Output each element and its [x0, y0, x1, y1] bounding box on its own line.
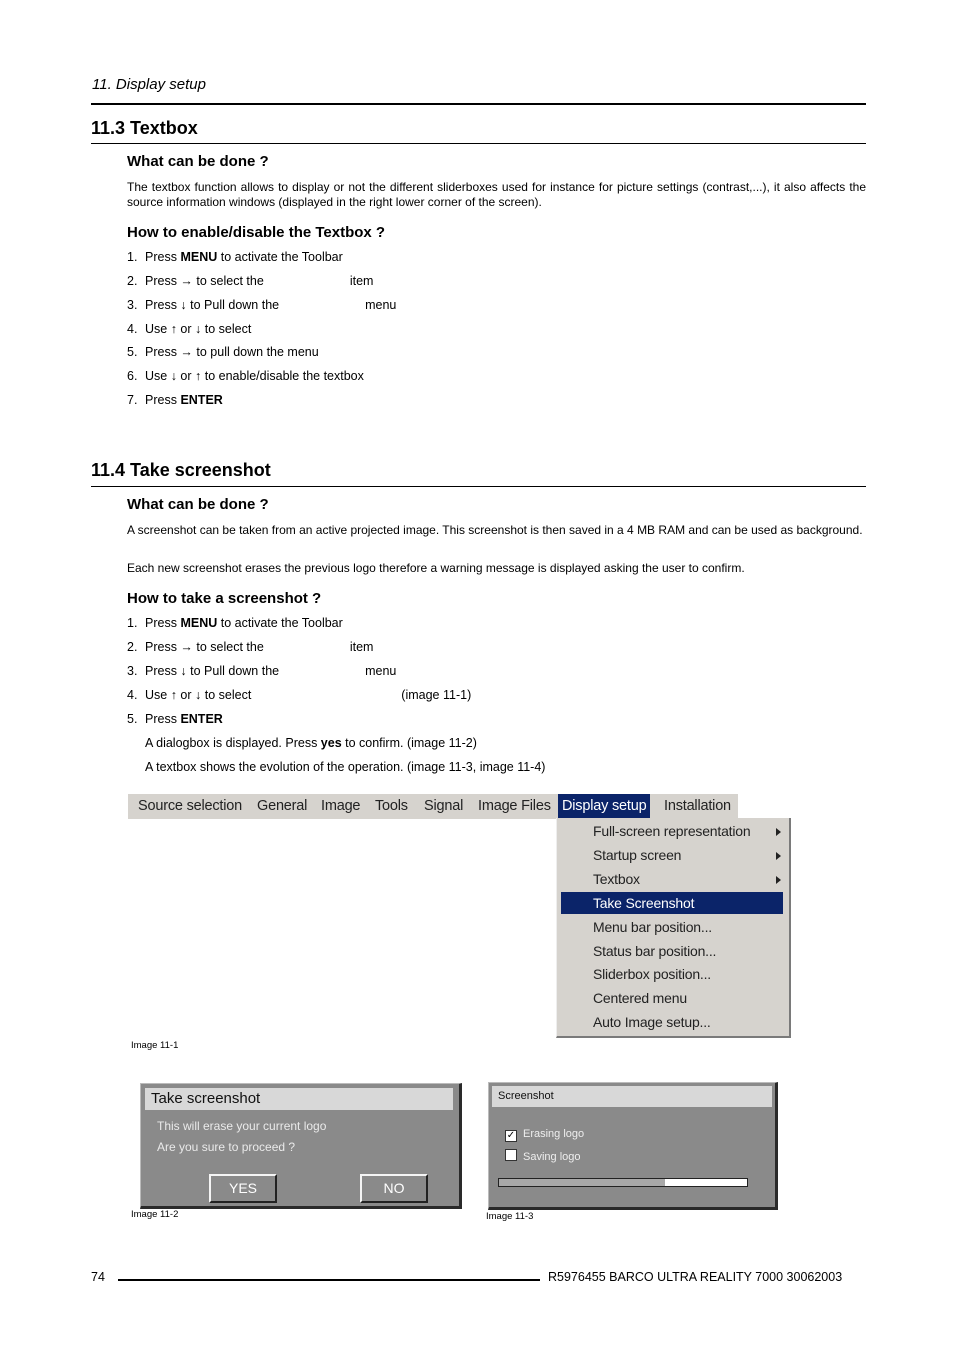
- dialog-titlebar: [492, 1086, 772, 1107]
- dialog-title: Take screenshot: [151, 1090, 261, 1107]
- menu-tools[interactable]: Tools: [375, 798, 408, 814]
- yes-button[interactable]: YES: [209, 1174, 277, 1203]
- submenu-arrow-icon: [776, 828, 781, 836]
- step-2: 2. Press → to select the item: [127, 274, 374, 288]
- option-erasing-logo: ✓ Erasing logo: [506, 1128, 585, 1141]
- menu-source-selection[interactable]: Source selection: [138, 798, 242, 814]
- step-3: 3. Press ↓ to Pull down the menu: [127, 664, 397, 678]
- caption-image-11-3: Image 11-3: [486, 1211, 534, 1222]
- menu-general[interactable]: General: [257, 798, 308, 814]
- document-info: R5976455 BARCO ULTRA REALITY 7000 30062003: [548, 1270, 843, 1284]
- menu-item-centered-menu[interactable]: Centered menu: [593, 990, 687, 1006]
- caption-image-11-2: Image 11-2: [131, 1209, 179, 1220]
- sub-paragraph-1: A dialogbox is displayed. Press yes to confirm. (image 11-2): [145, 736, 477, 750]
- section-title-screenshot: 11.4 Take screenshot: [91, 460, 271, 480]
- caption-image-11-1: Image 11-1: [131, 1040, 179, 1051]
- menu-item-textbox[interactable]: Textbox: [561, 868, 783, 890]
- option-saving-logo: Saving logo: [505, 1149, 581, 1163]
- what-heading: What can be done ?: [127, 153, 269, 170]
- menu-item-menu-bar-position[interactable]: Menu bar position...: [593, 919, 712, 935]
- dialog-message-1: This will erase your current logo: [157, 1119, 327, 1133]
- menu-item-full-screen-representation[interactable]: Full-screen representation: [561, 820, 783, 842]
- dialog-titlebar: [145, 1088, 453, 1110]
- step-4: 4. Use ↑ or ↓ to select: [127, 322, 252, 336]
- menu-image-files[interactable]: Image Files: [478, 798, 551, 814]
- display-setup-dropdown: [556, 818, 791, 1038]
- screenshot-progress-dialog: [488, 1082, 778, 1210]
- footer-rule: [118, 1279, 540, 1281]
- menu-item-startup-screen[interactable]: Startup screen: [561, 844, 783, 866]
- menu-display-setup[interactable]: Display setup: [558, 794, 650, 819]
- take-screenshot-dialog: [140, 1083, 462, 1209]
- menu-installation[interactable]: Installation: [664, 798, 731, 814]
- menu-bar: [128, 794, 738, 819]
- step-3: 3. Press ↓ to Pull down the menu: [127, 298, 397, 312]
- step-6: 6. Use ↓ or ↑ to enable/disable the textbox: [127, 369, 364, 383]
- progress-bar: [498, 1178, 748, 1187]
- checkbox-icon: ✓: [506, 1130, 516, 1141]
- what-heading: What can be done ?: [127, 496, 269, 513]
- no-button[interactable]: NO: [360, 1174, 428, 1203]
- step-1: 1. Press MENU to activate the Toolbar: [127, 250, 343, 264]
- submenu-arrow-icon: [776, 876, 781, 884]
- section-rule: [91, 143, 866, 144]
- submenu-arrow-icon: [776, 852, 781, 860]
- menu-item-take-screenshot[interactable]: Take Screenshot: [561, 892, 783, 914]
- how-heading: How to take a screenshot ?: [127, 590, 322, 607]
- section-rule: [91, 486, 866, 487]
- progress-fill: [499, 1179, 665, 1186]
- step-1: 1. Press MENU to activate the Toolbar: [127, 616, 343, 630]
- step-5: 5. Press ENTER: [127, 712, 223, 726]
- running-head: 11. Display setup: [92, 76, 206, 93]
- menu-signal[interactable]: Signal: [424, 798, 464, 814]
- dialog-title: Screenshot: [498, 1090, 554, 1102]
- page-number: 74: [91, 1270, 105, 1284]
- menu-item-status-bar-position[interactable]: Status bar position...: [593, 943, 717, 959]
- step-7: 7. Press ENTER: [127, 393, 223, 407]
- menu-image[interactable]: Image: [321, 798, 361, 814]
- menu-item-sliderbox-position[interactable]: Sliderbox position...: [593, 966, 711, 982]
- dialog-message-2: Are you sure to proceed ?: [157, 1140, 296, 1154]
- what-paragraph-1: A screenshot can be taken from an active projected image. This screenshot is then saved in a 4 MB RAM and can be used as background.: [127, 523, 863, 537]
- how-heading: How to enable/disable the Textbox ?: [127, 224, 386, 241]
- what-paragraph: The textbox function allows to display or not the different sliderboxes used for instance for picture settings (contrast,...), it also affects the source information windows (displayed in the right lower corner of the screen).: [127, 180, 866, 209]
- section-title-textbox: 11.3 Textbox: [91, 118, 198, 138]
- sub-paragraph-2: A textbox shows the evolution of the operation. (image 11-3, image 11-4): [145, 760, 546, 774]
- checkbox-icon: [505, 1149, 517, 1161]
- what-paragraph-2: Each new screenshot erases the previous logo therefore a warning message is displayed asking the user to confirm.: [127, 561, 745, 575]
- step-4: 4. Use ↑ or ↓ to select (image 11-1): [127, 688, 472, 702]
- step-5: 5. Press → to pull down the menu: [127, 345, 319, 359]
- step-2: 2. Press → to select the item: [127, 640, 374, 654]
- header-rule: [91, 103, 866, 105]
- menu-item-auto-image-setup[interactable]: Auto Image setup...: [593, 1014, 711, 1030]
